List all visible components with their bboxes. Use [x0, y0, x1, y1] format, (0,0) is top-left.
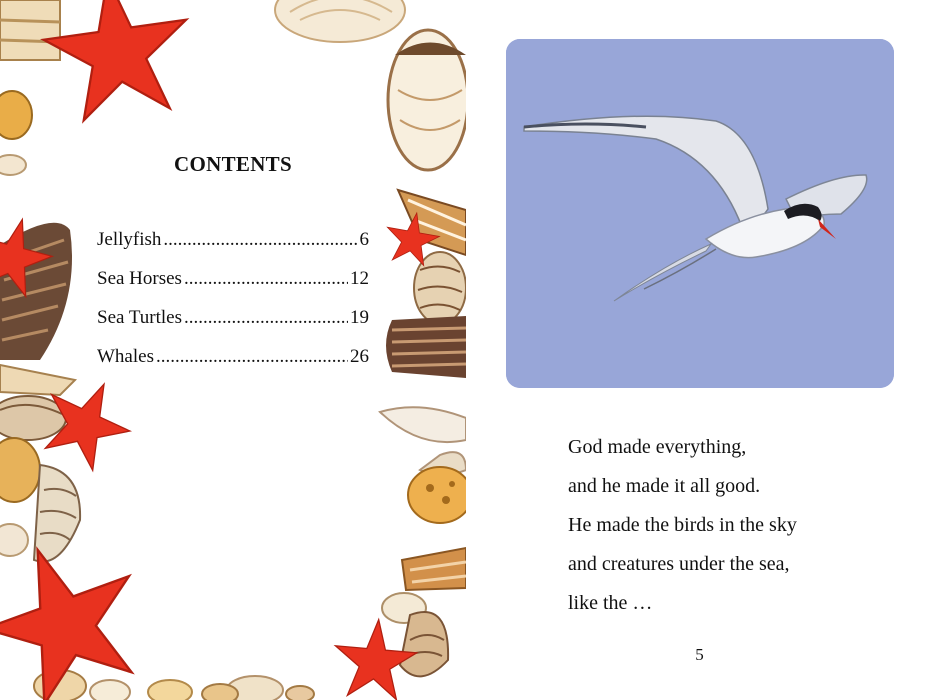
- seashell-icon: [386, 316, 466, 378]
- toc-label: Whales: [97, 346, 154, 367]
- seashell-icon: [148, 676, 314, 700]
- toc-page-number: 19: [350, 307, 369, 328]
- story-line: and he made it all good.: [568, 475, 761, 497]
- story-line: He made the birds in the sky: [568, 514, 797, 536]
- toc-entry-sea-horses[interactable]: [97, 268, 369, 307]
- toc-entry-sea-turtles[interactable]: [97, 307, 369, 346]
- toc-page-number: 6: [359, 229, 369, 250]
- toc-leader-dots: [156, 346, 348, 368]
- seashell-icon: [380, 407, 466, 475]
- toc-leader-dots: [184, 307, 348, 329]
- toc-leader-dots: [163, 229, 357, 251]
- toc-page-number: 26: [350, 346, 369, 367]
- page-number: 5: [695, 645, 704, 664]
- story-line: and creatures under the sea,: [568, 553, 790, 575]
- seashell-icon: [0, 0, 60, 175]
- toc-label: Sea Turtles: [97, 307, 182, 328]
- seashell-icon: [0, 438, 80, 562]
- toc-label: Sea Horses: [97, 268, 182, 289]
- toc-entry-jellyfish[interactable]: [97, 229, 369, 268]
- starfish-icon: [331, 616, 419, 700]
- toc-entry-whales[interactable]: [97, 346, 369, 385]
- toc-page-number: 12: [350, 268, 369, 289]
- left-page: [0, 0, 466, 700]
- story-line: like the …: [568, 592, 653, 614]
- story-text: [568, 428, 908, 623]
- right-page: [466, 0, 933, 700]
- seashell-icon: [408, 467, 466, 523]
- toc-leader-dots: [184, 268, 348, 290]
- bird-photo: [506, 39, 894, 388]
- story-line: God made everything,: [568, 436, 747, 458]
- contents-title: CONTENTS: [174, 152, 292, 176]
- toc-label: Jellyfish: [97, 229, 162, 250]
- arctic-tern-icon: [506, 39, 894, 388]
- table-of-contents: [97, 229, 369, 385]
- seashell-icon: [388, 30, 466, 170]
- seashell-icon: [275, 0, 405, 42]
